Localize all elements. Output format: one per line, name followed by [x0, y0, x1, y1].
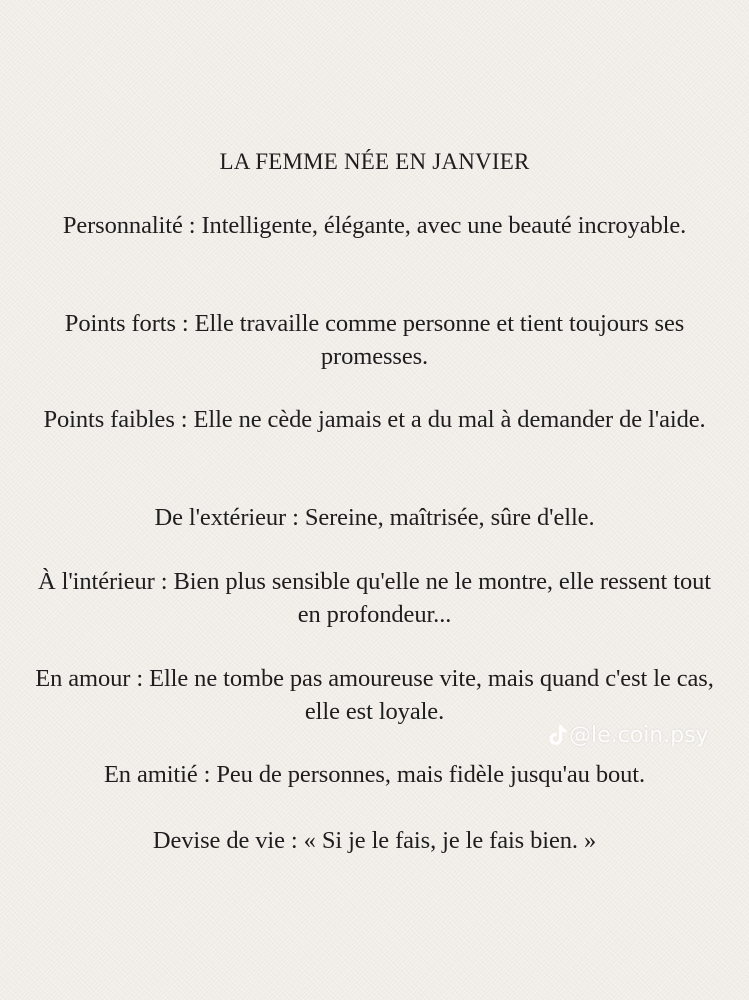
paragraph-points-faibles: Points faibles : Elle ne cède jamais et a du mal à demander de l'aide.: [43, 406, 706, 433]
document-title: LA FEMME NÉE EN JANVIER: [219, 149, 530, 174]
paragraph-devise: Devise de vie : « Si je le fais, je le fais bien. »: [152, 827, 597, 854]
watermark-handle: @le.coin.psy: [569, 722, 709, 748]
watermark: [549, 721, 709, 749]
paragraph-amour: En amour : Elle ne tombe pas amoureuse vite, mais quand c'est le cas, elle est loyale.: [35, 665, 714, 725]
paragraph-amitie: En amitié : Peu de personnes, mais fidèle jusqu'au bout.: [103, 761, 646, 788]
paragraph-points-forts: Points forts : Elle travaille comme personne et tient toujours ses promesses.: [64, 310, 685, 370]
paragraph-exterieur: De l'extérieur : Sereine, maîtrisée, sûre d'elle.: [154, 504, 595, 531]
tiktok-logo-icon: [549, 724, 567, 746]
paragraph-interieur: À l'intérieur : Bien plus sensible qu'elle ne le montre, elle ressent tout en profondeur...: [38, 568, 711, 628]
paragraph-personnalite: Personnalité : Intelligente, élégante, avec une beauté incroyable.: [62, 212, 687, 239]
